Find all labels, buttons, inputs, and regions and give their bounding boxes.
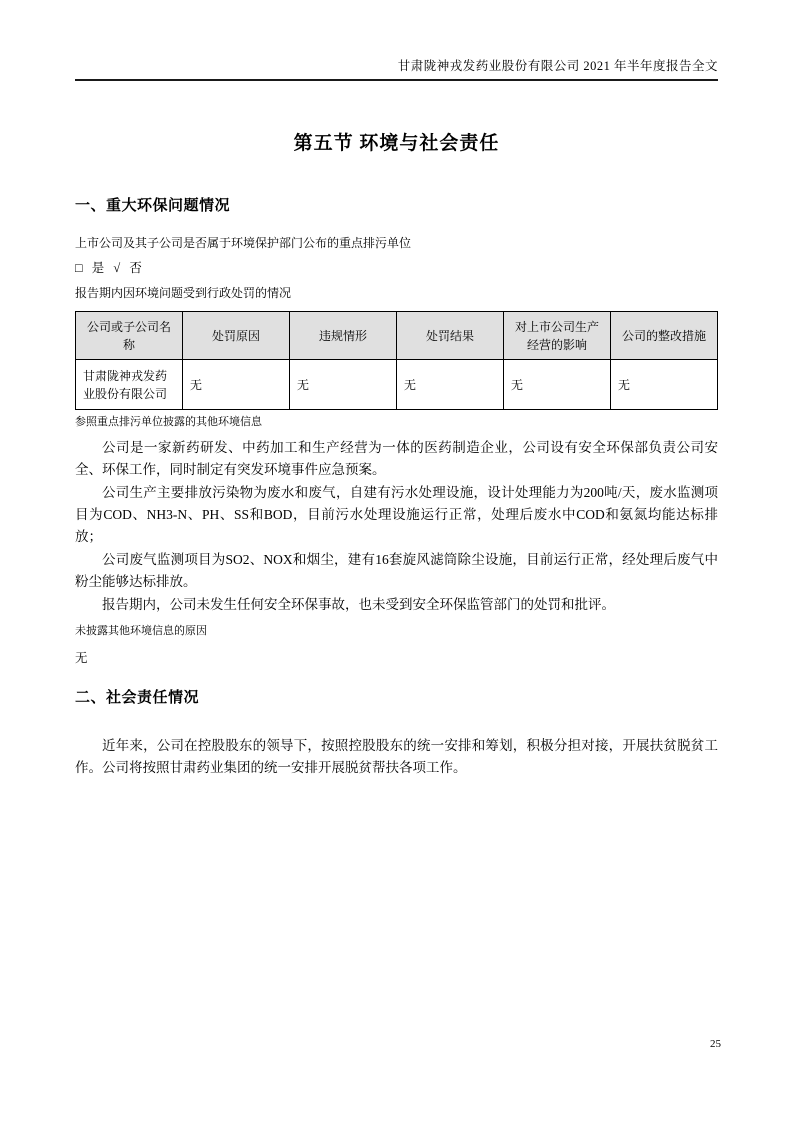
table-header-cell: 公司或子公司名称 bbox=[76, 312, 183, 360]
penalty-question: 报告期内因环境问题受到行政处罚的情况 bbox=[75, 286, 292, 300]
paragraph: 公司是一家新药研发、中药加工和生产经营为一体的医药制造企业，公司设有安全环保部负责公司安全、环保工作，同时制定有突发环境事件应急预案。 bbox=[75, 440, 718, 477]
report-header: 甘肃陇神戎发药业股份有限公司 2021 年半年度报告全文 bbox=[75, 58, 718, 81]
table-cell: 无 bbox=[611, 360, 718, 410]
undisclosed-reason-value: 无 bbox=[75, 651, 88, 665]
section-1-heading: 一、重大环保问题情况 bbox=[75, 198, 231, 214]
check-icon: √ bbox=[113, 261, 121, 275]
table-header-cell: 违规情形 bbox=[290, 312, 397, 360]
no-label: 否 bbox=[129, 261, 142, 275]
table-cell: 无 bbox=[397, 360, 504, 410]
undisclosed-reason-label: 未披露其他环境信息的原因 bbox=[75, 625, 207, 637]
table-cell-company-name: 甘肃陇神戎发药业股份有限公司 bbox=[76, 360, 183, 410]
paragraph: 公司生产主要排放污染物为废水和废气，自建有污水处理设施，设计处理能力为200吨/天，废水监测项目为COD、NH3-N、PH、SS和BOD，目前污水处理设施运行正常，处理后废水中COD和氨氮均能达标排放； bbox=[75, 485, 718, 544]
page-title: 第五节 环境与社会责任 bbox=[293, 133, 500, 154]
social-responsibility-paragraphs bbox=[75, 735, 718, 779]
table-row bbox=[76, 360, 718, 410]
table-cell: 无 bbox=[504, 360, 611, 410]
table-cell: 无 bbox=[290, 360, 397, 410]
penalty-table bbox=[75, 311, 718, 410]
table-header-cell: 公司的整改措施 bbox=[611, 312, 718, 360]
table-header-cell: 处罚结果 bbox=[397, 312, 504, 360]
yes-label: 是 bbox=[91, 261, 105, 275]
checkbox-unchecked-icon: □ bbox=[75, 261, 83, 275]
paragraph: 公司废气监测项目为SO2、NOX和烟尘，建有16套旋风滤筒除尘设施，目前运行正常，经处理后废气中粉尘能够达标排放。 bbox=[75, 552, 718, 589]
environment-paragraphs bbox=[75, 437, 718, 616]
other-environment-info-label: 参照重点排污单位披露的其他环境信息 bbox=[75, 416, 262, 428]
table-header-cell: 对上市公司生产经营的影响 bbox=[504, 312, 611, 360]
page-number: 25 bbox=[710, 1038, 721, 1050]
table-header-cell: 处罚原因 bbox=[183, 312, 290, 360]
paragraph: 报告期内，公司未发生任何安全环保事故，也未受到安全环保监管部门的处罚和批评。 bbox=[102, 597, 615, 612]
paragraph: 近年来，公司在控股股东的领导下，按照控股股东的统一安排和筹划，积极分担对接，开展扶贫脱贫工作。公司将按照甘肃药业集团的统一安排开展脱贫帮扶各项工作。 bbox=[75, 738, 718, 775]
key-pollutant-question: 上市公司及其子公司是否属于环境保护部门公布的重点排污单位 bbox=[75, 236, 412, 250]
table-cell: 无 bbox=[183, 360, 290, 410]
section-2-heading: 二、社会责任情况 bbox=[75, 690, 200, 706]
table-header-row bbox=[76, 312, 718, 360]
yes-no-declaration bbox=[75, 260, 718, 277]
